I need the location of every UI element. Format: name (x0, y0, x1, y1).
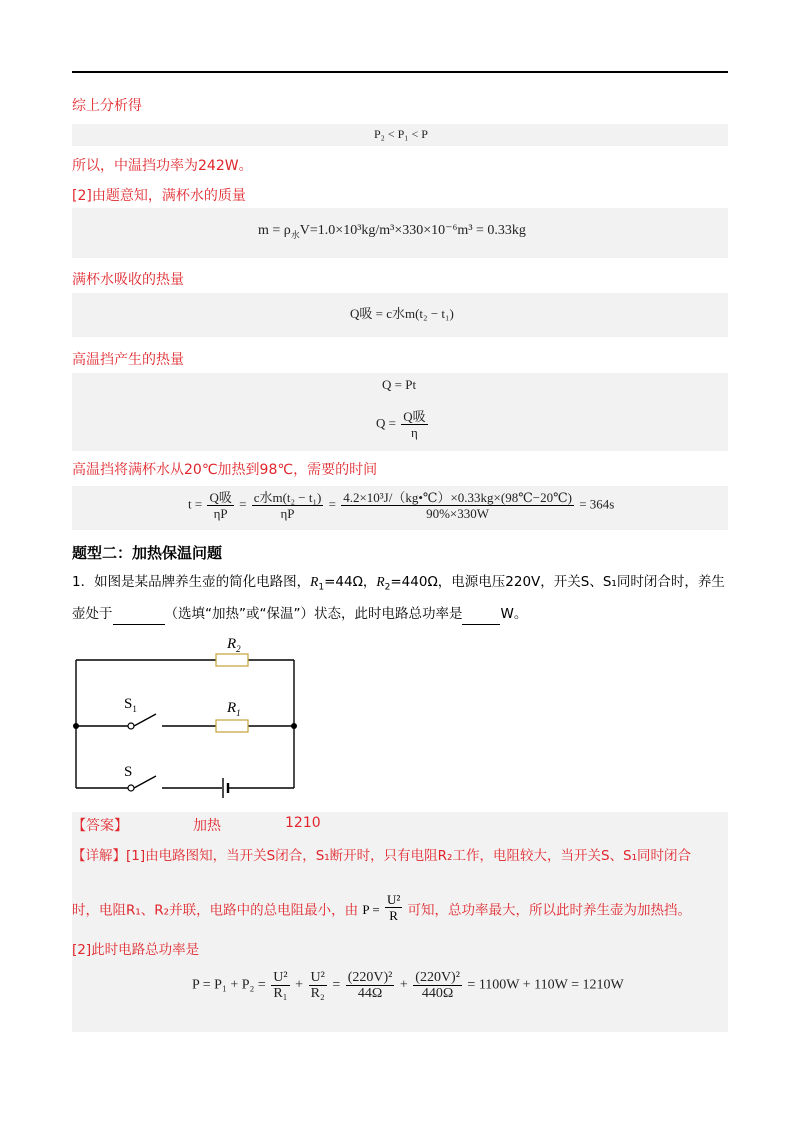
time-f1-num: Q吸 (209, 490, 232, 505)
time-t: t = (188, 496, 203, 512)
mid-power-text: 所以，中温挡功率为242W。 (72, 158, 253, 174)
final-f2n: U² (310, 970, 325, 985)
time-f3-den: 90%×330W (426, 506, 490, 521)
switch-s-contact (128, 785, 134, 791)
switch-s1-contact (128, 723, 134, 729)
time-eq2: = (328, 496, 336, 512)
detail-eq-lhs: P = (362, 902, 380, 918)
final-f1n: U² (273, 970, 288, 985)
answer-tag: 【答案】 (72, 818, 128, 834)
heat-abs-label: 满杯水吸收的热量 (72, 272, 184, 288)
q-r1-val: =44Ω， (324, 574, 377, 590)
label-s1: $S_1$ (124, 696, 137, 714)
mass-intro: [2]由题意知，满杯水的质量 (72, 188, 246, 204)
answer-2: 1210 (285, 815, 321, 831)
mass-equation (258, 222, 526, 241)
time-result: = 364s (579, 496, 615, 512)
q-r2-val: =440Ω，电源电压220V，开关S、S₁同时闭合时，养生 (390, 574, 725, 590)
time-f2-den: ηP (280, 506, 295, 521)
question-line2 (72, 604, 527, 625)
time-eq: = (239, 496, 247, 512)
detail-line2 (72, 892, 692, 927)
q-line1-a: 1．如图是某品牌养生壶的简化电路图， (72, 574, 311, 590)
time-box (72, 486, 728, 530)
heat-high-box (72, 373, 728, 451)
heat-abs-box (72, 293, 728, 337)
blank-1[interactable] (113, 604, 165, 625)
q-line2-a: 壶处于 (72, 606, 113, 622)
heat-eq2-num: Q吸 (403, 409, 426, 424)
final-f3n: (220V)² (347, 970, 393, 985)
detail-formula (362, 892, 407, 923)
resistor-r1 (216, 720, 248, 732)
label-r1: $R_1$ (227, 700, 241, 718)
question-line1: 1．如图是某品牌养生壶的简化电路图，$R_1=44\Omega$，$R_2=440\Omega$，电源电压220V，开关S、S₁同时闭合时，养生 (72, 574, 725, 593)
detail-eq-num: U² (386, 892, 401, 907)
final-result: = 1100W + 110W = 1210W (467, 977, 624, 993)
heat-eq2-lhs: Q = (376, 415, 396, 431)
mass-eq-sub: 水 (290, 229, 300, 240)
ineq-equation: P₂ < P₁ < P (374, 127, 428, 141)
ineq-box (72, 124, 728, 146)
detail-line2-a: 时，电阻R₁、R₂并联，电路中的总电阻最小，由 (72, 902, 359, 919)
detail-line3: [2]此时电路总功率是 (72, 942, 200, 958)
final-f3d: 44Ω (357, 986, 383, 1001)
mass-eq-rhs: V=1.0×10³kg/m³×330×10⁻⁶m³ = 0.33kg (299, 223, 526, 238)
final-equation (192, 970, 624, 1001)
time-equation (188, 490, 614, 521)
heat-eq2-den: η (411, 425, 418, 440)
final-f1d: R₁ (273, 986, 288, 1001)
time-label: 高温挡将满杯水从20℃加热到98℃，需要的时间 (72, 462, 378, 478)
detail-line2-b: 可知，总功率最大，所以此时养生壶为加热挡。 (407, 902, 692, 919)
q-r2: R (376, 574, 385, 589)
mass-eq-lhs: m = ρ (258, 223, 291, 238)
time-f2-num: c水m(t₂ − t₁) (253, 490, 322, 505)
junction-right (291, 723, 297, 729)
final-plus2: + (399, 977, 408, 993)
final-eq: = (332, 977, 341, 993)
heat-high-label: 高温挡产生的热量 (72, 352, 184, 368)
detail-line1 (72, 846, 691, 866)
heat-high-eq1: Q = Pt (382, 377, 417, 392)
detail-line1-text: [1]由电路图知，当开关S闭合，S₁断开时，只有电阻R₂工作，电阻较大，当开关S、S₁同时闭合 (126, 848, 692, 864)
final-f4d: 440Ω (421, 986, 454, 1001)
answer-1: 加热 (193, 818, 221, 834)
blank-2[interactable] (462, 604, 500, 625)
intro-label: 综上分析得 (72, 98, 142, 114)
heat-high-eq2 (376, 409, 430, 440)
detail-eq-den: R (389, 908, 398, 923)
time-f3-num: 4.2×10³J/（kg•℃）×0.33kg×(98℃−20℃) (343, 490, 572, 505)
final-lhs: P = P₁ + P₂ = (192, 977, 266, 993)
junction-left (73, 723, 79, 729)
resistor-r2 (216, 654, 248, 666)
time-f1-den: ηP (213, 506, 228, 521)
heat-abs-equation: Q吸 = c水m(t₂ − t₁) (350, 306, 454, 321)
mass-box (72, 208, 728, 258)
q-r1: R (310, 574, 319, 589)
header-rule (72, 71, 728, 73)
circuit-diagram (70, 628, 310, 804)
final-f2d: R₂ (310, 986, 325, 1001)
section-title: 题型二：加热保温问题 (72, 544, 223, 562)
final-f4n: (220V)² (415, 970, 460, 985)
final-plus: + (295, 977, 304, 993)
q-line2-c: W。 (500, 606, 528, 622)
q-line2-b: （选填“加热”或“保温”）状态，此时电路总功率是 (164, 606, 463, 622)
label-s: S (124, 764, 133, 780)
detail-tag: 【详解】 (72, 848, 126, 864)
label-r2: $R_2$ (227, 636, 241, 654)
